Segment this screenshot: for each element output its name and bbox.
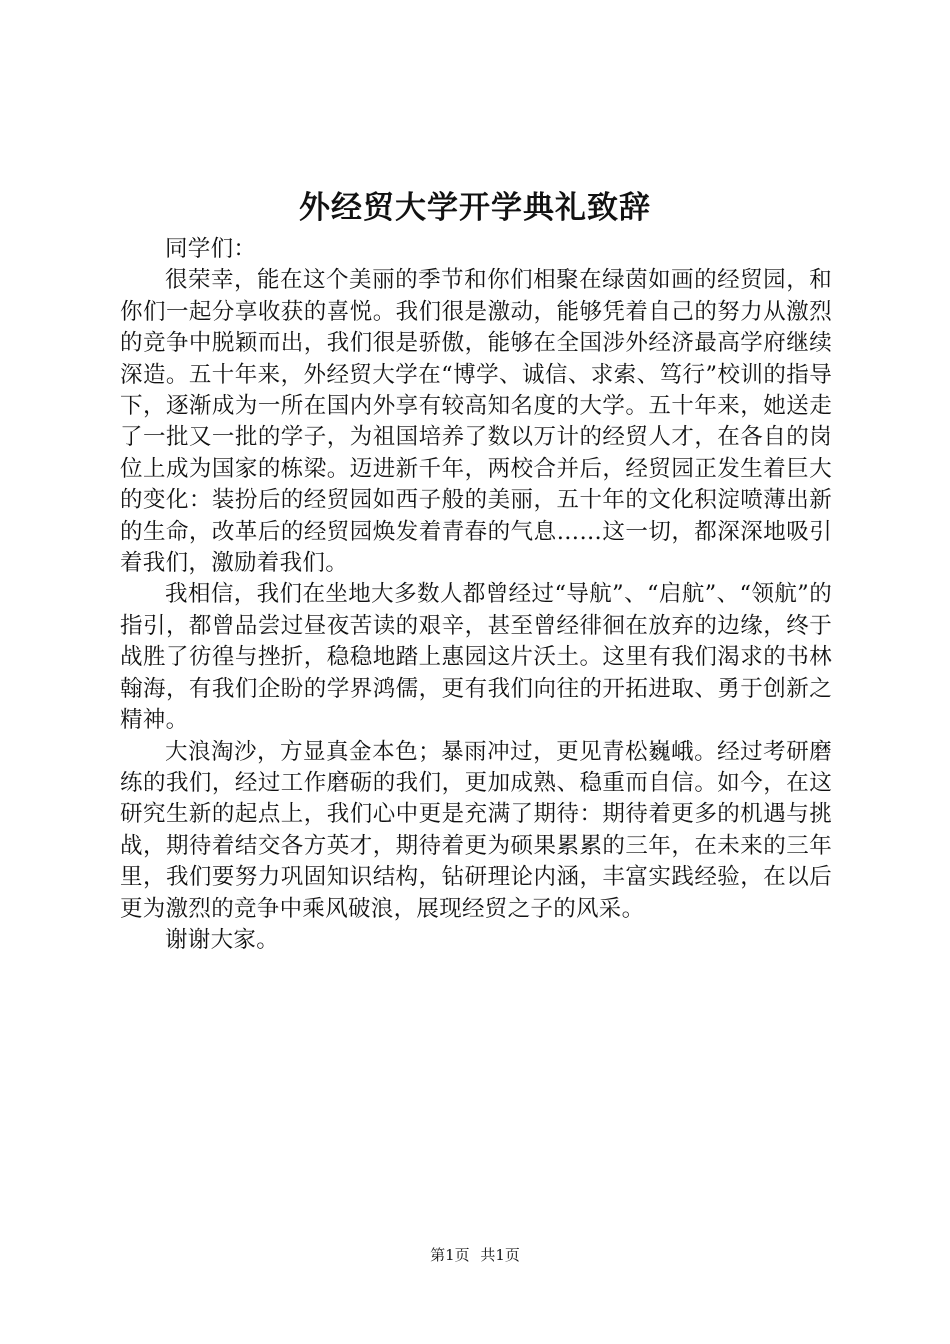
paragraph-3: 大浪淘沙，方显真金本色；暴雨冲过，更见青松巍峨。经过考研磨练的我们，经过工作磨砺的我们，更加成熟、稳重而自信。如今，在这研究生新的起点上，我们心中更是充满了期待：期待着更多的机遇与挑战，期待着结交各方英才，期待着更为硕果累累的三年，在未来的三年里，我们要努力巩固知识结构，钻研理论内涵，丰富实践经验，在以后更为激烈的竞争中乘风破浪，展现经贸之子的风采。 (120, 738, 832, 922)
paragraph-1: 很荣幸，能在这个美丽的季节和你们相聚在绿茵如画的经贸园，和你们一起分享收获的喜悦。我们很是激动，能够凭着自己的努力从激烈的竞争中脱颖而出，我们很是骄傲，能够在全国涉外经济最高学府继续深造。五十年来，外经贸大学在“博学、诚信、求索、笃行”校训的指导下，逐渐成为一所在国内外享有较高知名度的大学。五十年来，她送走了一批又一批的学子，为祖国培养了数以万计的经贸人才，在各自的岗位上成为国家的栋梁。迈进新千年，两校合并后，经贸园正发生着巨大的变化：装扮后的经贸园如西子般的美丽，五十年的文化积淀喷薄出新的生命，改革后的经贸园焕发着青春的气息……这一切，都深深地吸引着我们，激励着我们。 (120, 267, 832, 577)
page-number-total: 共1页 (480, 1246, 520, 1264)
closing: 谢谢大家。 (165, 926, 280, 953)
document-body (120, 234, 832, 956)
document-title: 外经贸大学开学典礼致辞 (299, 190, 651, 226)
salutation: 同学们： (165, 236, 257, 262)
paragraph-2: 我相信，我们在坐地大多数人都曾经过“导航”、“启航”、“领航”的指引，都曾品尝过昼夜苦读的艰辛，甚至曾经徘徊在放弃的边缘，终于战胜了彷徨与挫折，稳稳地踏上惠园这片沃土。这里有我们渴求的书林翰海，有我们企盼的学界鸿儒，更有我们向往的开拓进取、勇于创新之精神。 (120, 581, 832, 734)
page-number-current: 第1页 (430, 1246, 470, 1264)
page-footer (0, 1244, 950, 1266)
